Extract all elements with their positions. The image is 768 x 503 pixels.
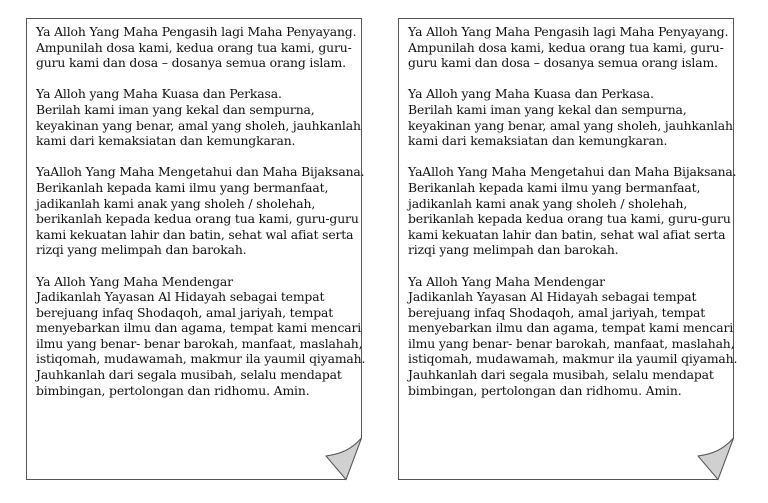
text-line: Ya Alloh Yang Maha Pengasih lagi Maha Penyayang. bbox=[408, 24, 729, 39]
text-line: kami kekuatan lahir dan batin, sehat wal afiat serta bbox=[36, 226, 354, 242]
text-line: YaAlloh Yang Maha Mengetahui dan Maha Bijaksana. bbox=[36, 164, 365, 180]
text-line: kami kekuatan lahir dan batin, sehat wal afiat serta bbox=[408, 226, 726, 242]
text-line: jadikanlah kami anak yang sholeh / sholehah, bbox=[36, 195, 316, 211]
text-line: Ampunilah dosa kami, kedua orang tua kami, guru- bbox=[408, 39, 724, 55]
text-line: bimbingan, pertolongan dan ridhomu. Amin. bbox=[408, 382, 682, 398]
text-line: keyakinan yang benar, amal yang sholeh, jauhkanlah bbox=[408, 117, 733, 133]
text-line: Ya Alloh Yang Maha Pengasih lagi Maha Penyayang. bbox=[36, 24, 357, 39]
prayer-text bbox=[408, 24, 738, 414]
text-line: Jadikanlah Yayasan Al Hidayah sebagai tempat bbox=[408, 289, 697, 305]
text-line: Berilah kami iman yang kekal dan sempurna, bbox=[408, 101, 687, 117]
text-line: Ya Alloh Yang Maha Mendengar bbox=[408, 273, 605, 289]
text-line: bimbingan, pertolongan dan ridhomu. Amin. bbox=[36, 382, 310, 398]
text-line: Berilah kami iman yang kekal dan sempurna, bbox=[36, 101, 315, 117]
text-line: kami dari kemaksiatan dan kemungkaran. bbox=[408, 133, 668, 149]
text-line: berejuang infaq Shodaqoh, amal jariyah, tempat bbox=[36, 304, 334, 320]
paragraph-4 bbox=[36, 273, 366, 399]
text-line: Ampunilah dosa kami, kedua orang tua kami, guru- bbox=[36, 39, 352, 55]
prayer-card-right bbox=[398, 18, 738, 480]
paragraph-1 bbox=[36, 24, 362, 71]
text-line: berejuang infaq Shodaqoh, amal jariyah, tempat bbox=[408, 304, 706, 320]
text-line: menyebarkan ilmu dan agama, tempat kami mencari bbox=[408, 320, 734, 336]
text-line: keyakinan yang benar, amal yang sholeh, jauhkanlah bbox=[36, 117, 361, 133]
text-line: Ya Alloh yang Maha Kuasa dan Perkasa. bbox=[408, 86, 654, 102]
text-line: ilmu yang benar- benar barokah, manfaat, maslahah, bbox=[408, 335, 735, 351]
paragraph-3 bbox=[408, 164, 737, 258]
text-line: guru kami dan dosa – dosanya semua orang islam. bbox=[36, 55, 346, 71]
paragraph-2 bbox=[36, 86, 362, 148]
text-line: ilmu yang benar- benar barokah, manfaat, maslahah, bbox=[36, 335, 363, 351]
text-line: istiqomah, mudawamah, makmur ila yaumil qiyamah. bbox=[36, 351, 366, 367]
text-line: Jauhkanlah dari segala musibah, selalu mendapat bbox=[36, 367, 342, 383]
text-line: Berikanlah kepada kami ilmu yang bermanfaat, bbox=[408, 179, 701, 195]
prayer-card-left bbox=[26, 18, 366, 480]
text-line: Berikanlah kepada kami ilmu yang bermanfaat, bbox=[36, 179, 329, 195]
paragraph-3 bbox=[36, 164, 365, 258]
text-line: menyebarkan ilmu dan agama, tempat kami mencari bbox=[36, 320, 362, 336]
paragraph-1 bbox=[408, 24, 734, 71]
text-line: Jauhkanlah dari segala musibah, selalu mendapat bbox=[408, 367, 714, 383]
text-line: Jadikanlah Yayasan Al Hidayah sebagai tempat bbox=[36, 289, 325, 305]
prayer-text bbox=[36, 24, 366, 414]
paragraph-4 bbox=[408, 273, 738, 399]
paragraph-2 bbox=[408, 86, 734, 148]
text-line: kami dari kemaksiatan dan kemungkaran. bbox=[36, 133, 296, 149]
text-line: rizqi yang melimpah dan barokah. bbox=[36, 242, 247, 258]
text-line: Ya Alloh Yang Maha Mendengar bbox=[36, 273, 233, 289]
text-line: Ya Alloh yang Maha Kuasa dan Perkasa. bbox=[36, 86, 282, 102]
text-line: istiqomah, mudawamah, makmur ila yaumil qiyamah. bbox=[408, 351, 738, 367]
text-line: berikanlah kepada kedua orang tua kami, guru-guru bbox=[36, 211, 359, 227]
text-line: guru kami dan dosa – dosanya semua orang islam. bbox=[408, 55, 718, 71]
text-line: YaAlloh Yang Maha Mengetahui dan Maha Bijaksana. bbox=[408, 164, 737, 180]
text-line: berikanlah kepada kedua orang tua kami, guru-guru bbox=[408, 211, 731, 227]
text-line: rizqi yang melimpah dan barokah. bbox=[408, 242, 619, 258]
text-line: jadikanlah kami anak yang sholeh / sholehah, bbox=[408, 195, 688, 211]
